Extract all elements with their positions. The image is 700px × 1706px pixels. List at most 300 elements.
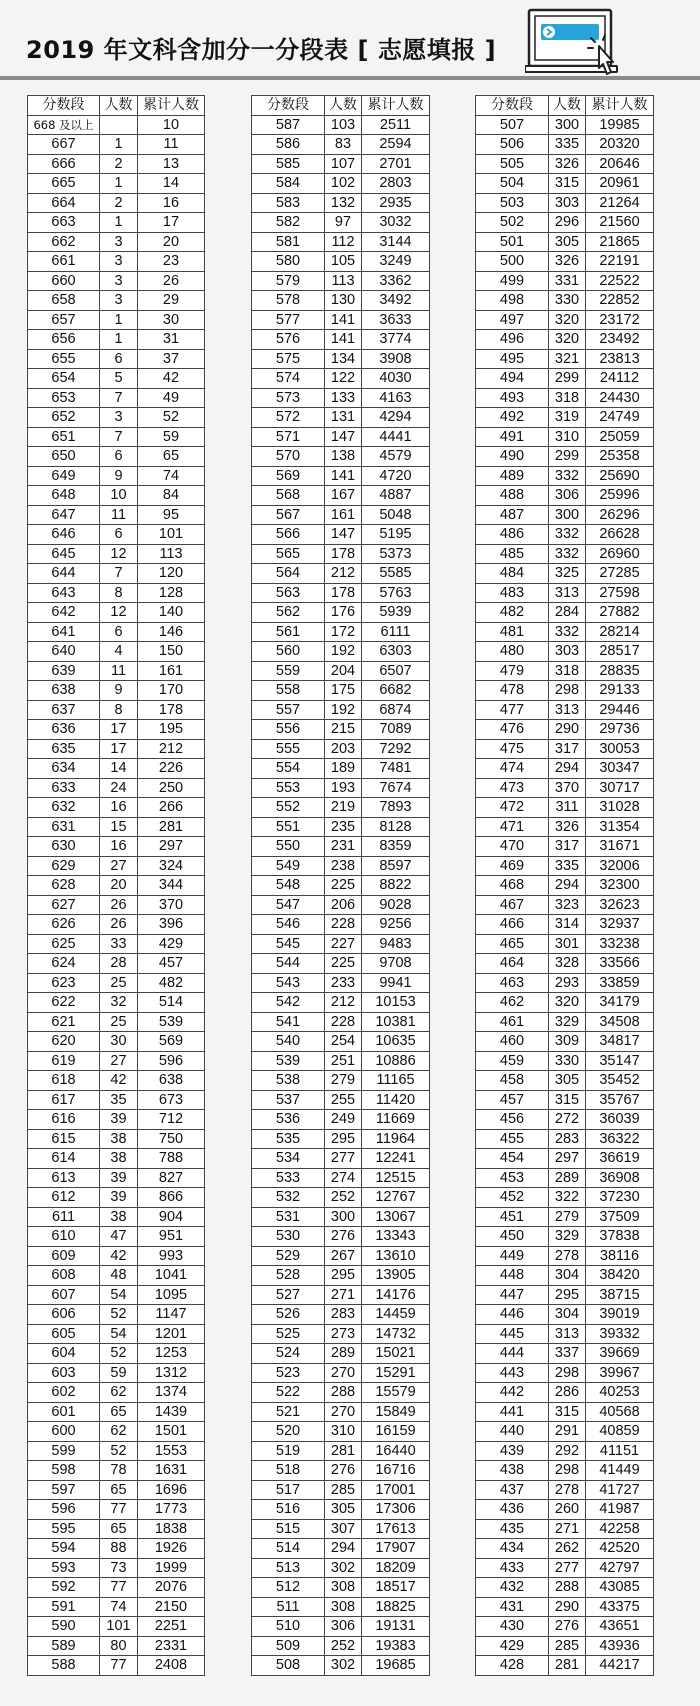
cumulative-cell: 18209: [362, 1558, 430, 1578]
count-cell: 20: [100, 876, 138, 896]
count-cell: 329: [549, 1227, 586, 1247]
score-cell: 598: [28, 1461, 100, 1481]
score-cell: 554: [252, 759, 325, 779]
cumulative-cell: 52: [138, 408, 205, 428]
cumulative-cell: 1553: [138, 1441, 205, 1461]
count-cell: 332: [549, 622, 586, 642]
table-row: [476, 1188, 654, 1208]
cumulative-cell: 42520: [586, 1539, 654, 1559]
score-cell: 477: [476, 700, 549, 720]
table-row: [476, 603, 654, 623]
table-row: [252, 856, 430, 876]
table-row: [476, 622, 654, 642]
score-cell: 535: [252, 1129, 325, 1149]
table-row: [28, 349, 205, 369]
cumulative-cell: 3032: [362, 213, 430, 233]
score-cell: 652: [28, 408, 100, 428]
cumulative-cell: 30717: [586, 778, 654, 798]
score-cell: 461: [476, 1012, 549, 1032]
cumulative-cell: 539: [138, 1012, 205, 1032]
cumulative-cell: 14459: [362, 1305, 430, 1325]
table-row: [28, 759, 205, 779]
cumulative-cell: 21865: [586, 232, 654, 252]
score-cell: 579: [252, 271, 325, 291]
table-row: [28, 310, 205, 330]
score-cell: 440: [476, 1422, 549, 1442]
count-cell: 47: [100, 1227, 138, 1247]
table-row: [28, 154, 205, 174]
count-cell: 6: [100, 622, 138, 642]
score-cell: 560: [252, 642, 325, 662]
score-cell: 586: [252, 135, 325, 155]
table-row: [28, 681, 205, 701]
table-row: [28, 1539, 205, 1559]
cumulative-cell: 27882: [586, 603, 654, 623]
count-cell: 62: [100, 1422, 138, 1442]
count-cell: 305: [325, 1500, 362, 1520]
score-table-2: [251, 95, 430, 1676]
score-cell: 597: [28, 1480, 100, 1500]
cumulative-cell: 1312: [138, 1363, 205, 1383]
score-cell: 612: [28, 1188, 100, 1208]
count-cell: 330: [549, 291, 586, 311]
count-cell: 15: [100, 817, 138, 837]
table-row: [476, 525, 654, 545]
score-cell: 473: [476, 778, 549, 798]
score-cell: 466: [476, 915, 549, 935]
table-row: [28, 642, 205, 662]
table-row: [28, 720, 205, 740]
table-row: [476, 330, 654, 350]
cumulative-cell: 22852: [586, 291, 654, 311]
count-cell: 38: [100, 1149, 138, 1169]
table-row: [28, 1500, 205, 1520]
count-cell: 231: [325, 837, 362, 857]
count-cell: 25: [100, 973, 138, 993]
score-cell: 626: [28, 915, 100, 935]
cumulative-cell: 26960: [586, 544, 654, 564]
cumulative-cell: 5585: [362, 564, 430, 584]
table-row: [252, 1500, 430, 1520]
score-cell: 584: [252, 174, 325, 194]
count-cell: 26: [100, 915, 138, 935]
table-row: [28, 1188, 205, 1208]
cumulative-cell: 32006: [586, 856, 654, 876]
table-row: [252, 1461, 430, 1481]
cumulative-cell: 30: [138, 310, 205, 330]
cumulative-cell: 146: [138, 622, 205, 642]
table-row: [28, 1129, 205, 1149]
count-cell: 315: [549, 1402, 586, 1422]
score-cell: 547: [252, 895, 325, 915]
count-cell: 309: [549, 1032, 586, 1052]
table-row: [476, 408, 654, 428]
score-cell: 543: [252, 973, 325, 993]
count-cell: 11: [100, 505, 138, 525]
score-cell: 637: [28, 700, 100, 720]
table-row: [252, 1402, 430, 1422]
cumulative-cell: 41449: [586, 1461, 654, 1481]
column-header: 分数段: [28, 96, 100, 116]
count-cell: 2: [100, 154, 138, 174]
cumulative-cell: 19985: [586, 115, 654, 135]
score-cell: 475: [476, 739, 549, 759]
table-row: [476, 271, 654, 291]
count-cell: 11: [100, 661, 138, 681]
table-row: [28, 1344, 205, 1364]
table-row: [476, 1558, 654, 1578]
cumulative-cell: 44217: [586, 1656, 654, 1676]
table-row: [476, 759, 654, 779]
table-row: [252, 1129, 430, 1149]
score-cell: 564: [252, 564, 325, 584]
table-row: [252, 759, 430, 779]
score-cell: 448: [476, 1266, 549, 1286]
count-cell: 295: [325, 1129, 362, 1149]
table-row: [252, 1383, 430, 1403]
count-cell: 33: [100, 934, 138, 954]
score-cell: 484: [476, 564, 549, 584]
score-cell: 459: [476, 1051, 549, 1071]
count-cell: 270: [325, 1363, 362, 1383]
count-cell: 233: [325, 973, 362, 993]
count-cell: 328: [549, 954, 586, 974]
cumulative-cell: 32300: [586, 876, 654, 896]
table-row: [28, 1363, 205, 1383]
count-cell: 332: [549, 525, 586, 545]
count-cell: 304: [549, 1305, 586, 1325]
score-cell: 589: [28, 1636, 100, 1656]
score-cell: 516: [252, 1500, 325, 1520]
cumulative-cell: 827: [138, 1168, 205, 1188]
cumulative-cell: 33859: [586, 973, 654, 993]
count-cell: 298: [549, 1363, 586, 1383]
count-cell: 88: [100, 1539, 138, 1559]
cumulative-cell: 482: [138, 973, 205, 993]
cumulative-cell: 10381: [362, 1012, 430, 1032]
cumulative-cell: 23172: [586, 310, 654, 330]
table-row: [252, 1168, 430, 1188]
cumulative-cell: 14176: [362, 1285, 430, 1305]
count-cell: 28: [100, 954, 138, 974]
cumulative-cell: 1926: [138, 1539, 205, 1559]
score-cell: 656: [28, 330, 100, 350]
score-cell: 613: [28, 1168, 100, 1188]
score-cell: 636: [28, 720, 100, 740]
column-header: 分数段: [252, 96, 325, 116]
count-cell: 65: [100, 1480, 138, 1500]
table-row: [476, 1266, 654, 1286]
table-row: [476, 1168, 654, 1188]
table-row: [28, 622, 205, 642]
count-cell: 329: [549, 1012, 586, 1032]
count-cell: 370: [549, 778, 586, 798]
table-row: [476, 1051, 654, 1071]
table-row: [252, 1149, 430, 1169]
cumulative-cell: 1041: [138, 1266, 205, 1286]
score-cell: 529: [252, 1246, 325, 1266]
cumulative-cell: 28517: [586, 642, 654, 662]
table-row: [28, 115, 205, 135]
cumulative-cell: 31: [138, 330, 205, 350]
cumulative-cell: 16716: [362, 1461, 430, 1481]
score-cell: 514: [252, 1539, 325, 1559]
cumulative-cell: 22191: [586, 252, 654, 272]
score-cell: 469: [476, 856, 549, 876]
count-cell: 276: [549, 1617, 586, 1637]
cumulative-cell: 37509: [586, 1207, 654, 1227]
table-row: [252, 1324, 430, 1344]
table-row: [252, 915, 430, 935]
score-cell: 513: [252, 1558, 325, 1578]
cumulative-cell: 13610: [362, 1246, 430, 1266]
count-cell: 6: [100, 349, 138, 369]
count-cell: 304: [549, 1266, 586, 1286]
score-cell: 649: [28, 466, 100, 486]
score-cell: 643: [28, 583, 100, 603]
table-row: [476, 817, 654, 837]
cumulative-cell: 20320: [586, 135, 654, 155]
count-cell: 311: [549, 798, 586, 818]
table-row: [252, 895, 430, 915]
table-row: [28, 1422, 205, 1442]
computer-click-icon: [525, 6, 645, 86]
count-cell: 302: [325, 1558, 362, 1578]
score-cell: 562: [252, 603, 325, 623]
score-cell: 523: [252, 1363, 325, 1383]
table-row: [476, 661, 654, 681]
count-cell: 313: [549, 700, 586, 720]
table-row: [476, 1344, 654, 1364]
table-row: [252, 1207, 430, 1227]
count-cell: 77: [100, 1500, 138, 1520]
cumulative-cell: 4163: [362, 388, 430, 408]
score-cell: 642: [28, 603, 100, 623]
score-table-3: [475, 95, 654, 1676]
table-row: [252, 427, 430, 447]
table-row: [252, 876, 430, 896]
cumulative-cell: 43936: [586, 1636, 654, 1656]
table-row: [28, 1636, 205, 1656]
count-cell: 281: [325, 1441, 362, 1461]
score-cell: 646: [28, 525, 100, 545]
cumulative-cell: 993: [138, 1246, 205, 1266]
score-cell: 628: [28, 876, 100, 896]
count-cell: 278: [549, 1246, 586, 1266]
score-cell: 657: [28, 310, 100, 330]
cumulative-cell: 16440: [362, 1441, 430, 1461]
count-cell: 7: [100, 388, 138, 408]
score-cell: 577: [252, 310, 325, 330]
count-cell: 147: [325, 427, 362, 447]
cumulative-cell: 39332: [586, 1324, 654, 1344]
column-header: 累计人数: [586, 96, 654, 116]
table-row: [476, 388, 654, 408]
cumulative-cell: 113: [138, 544, 205, 564]
cumulative-cell: 13067: [362, 1207, 430, 1227]
score-cell: 467: [476, 895, 549, 915]
count-cell: 42: [100, 1246, 138, 1266]
table-row: [252, 1617, 430, 1637]
table-row: [28, 817, 205, 837]
cumulative-cell: 904: [138, 1207, 205, 1227]
score-cell: 430: [476, 1617, 549, 1637]
cumulative-cell: 4030: [362, 369, 430, 389]
table-row: [252, 349, 430, 369]
cumulative-cell: 17: [138, 213, 205, 233]
table-row: [476, 1149, 654, 1169]
score-cell: 486: [476, 525, 549, 545]
cumulative-cell: 2408: [138, 1656, 205, 1676]
table-row: [252, 1636, 430, 1656]
cumulative-cell: 37230: [586, 1188, 654, 1208]
score-cell: 553: [252, 778, 325, 798]
count-cell: 161: [325, 505, 362, 525]
cumulative-cell: 170: [138, 681, 205, 701]
score-cell: 545: [252, 934, 325, 954]
table-row: [28, 1383, 205, 1403]
score-cell: 639: [28, 661, 100, 681]
score-cell: 666: [28, 154, 100, 174]
count-cell: 141: [325, 466, 362, 486]
table-header-row: [28, 96, 205, 116]
count-cell: 308: [325, 1597, 362, 1617]
table-row: [252, 252, 430, 272]
score-cell: 533: [252, 1168, 325, 1188]
score-cell: 472: [476, 798, 549, 818]
cumulative-cell: 11420: [362, 1090, 430, 1110]
cumulative-cell: 19383: [362, 1636, 430, 1656]
score-cell: 443: [476, 1363, 549, 1383]
count-cell: 134: [325, 349, 362, 369]
cumulative-cell: 12515: [362, 1168, 430, 1188]
table-row: [476, 252, 654, 272]
cumulative-cell: 31354: [586, 817, 654, 837]
count-cell: 101: [100, 1617, 138, 1637]
table-row: [476, 564, 654, 584]
table-row: [28, 193, 205, 213]
cumulative-cell: 35452: [586, 1071, 654, 1091]
score-cell: 503: [476, 193, 549, 213]
score-cell: 433: [476, 1558, 549, 1578]
score-cell: 471: [476, 817, 549, 837]
count-cell: 318: [549, 661, 586, 681]
count-cell: 3: [100, 408, 138, 428]
score-cell: 546: [252, 915, 325, 935]
cumulative-cell: 35147: [586, 1051, 654, 1071]
cumulative-cell: 65: [138, 447, 205, 467]
cumulative-cell: 25059: [586, 427, 654, 447]
score-cell: 623: [28, 973, 100, 993]
page-header: [0, 0, 700, 78]
cumulative-cell: 19131: [362, 1617, 430, 1637]
table-row: [28, 603, 205, 623]
count-cell: 252: [325, 1188, 362, 1208]
cumulative-cell: 36619: [586, 1149, 654, 1169]
count-cell: 326: [549, 154, 586, 174]
cumulative-cell: 35767: [586, 1090, 654, 1110]
table-row: [476, 1539, 654, 1559]
table-row: [28, 993, 205, 1013]
table-row: [476, 310, 654, 330]
cumulative-cell: 43085: [586, 1578, 654, 1598]
table-row: [252, 1051, 430, 1071]
count-cell: 262: [549, 1539, 586, 1559]
table-row: [476, 486, 654, 506]
score-cell: 661: [28, 252, 100, 272]
score-cell: 587: [252, 115, 325, 135]
count-cell: 325: [549, 564, 586, 584]
table-row: [476, 1578, 654, 1598]
count-cell: 320: [549, 330, 586, 350]
count-cell: 285: [549, 1636, 586, 1656]
cumulative-cell: 6507: [362, 661, 430, 681]
cumulative-cell: 6111: [362, 622, 430, 642]
cumulative-cell: 13905: [362, 1266, 430, 1286]
cumulative-cell: 5763: [362, 583, 430, 603]
table-header-row: [476, 96, 654, 116]
table-row: [28, 213, 205, 233]
score-cell: 552: [252, 798, 325, 818]
score-cell: 572: [252, 408, 325, 428]
count-cell: 8: [100, 583, 138, 603]
count-cell: 290: [549, 720, 586, 740]
count-cell: 285: [325, 1480, 362, 1500]
count-cell: 212: [325, 993, 362, 1013]
cumulative-cell: 30347: [586, 759, 654, 779]
count-cell: 292: [549, 1441, 586, 1461]
score-cell: 611: [28, 1207, 100, 1227]
count-cell: 39: [100, 1188, 138, 1208]
cumulative-cell: 32937: [586, 915, 654, 935]
count-cell: 296: [549, 213, 586, 233]
table-row: [28, 1168, 205, 1188]
cumulative-cell: 40568: [586, 1402, 654, 1422]
score-cell: 474: [476, 759, 549, 779]
count-cell: 277: [549, 1558, 586, 1578]
table-row: [28, 1519, 205, 1539]
cumulative-cell: 25996: [586, 486, 654, 506]
table-row: [252, 993, 430, 1013]
count-cell: 147: [325, 525, 362, 545]
cumulative-cell: 9028: [362, 895, 430, 915]
table-row: [476, 1032, 654, 1052]
score-cell: 645: [28, 544, 100, 564]
count-cell: 310: [549, 427, 586, 447]
score-cell: 555: [252, 739, 325, 759]
cumulative-cell: 324: [138, 856, 205, 876]
count-cell: 302: [325, 1656, 362, 1676]
score-cell: 492: [476, 408, 549, 428]
score-cell: 493: [476, 388, 549, 408]
count-cell: 298: [549, 681, 586, 701]
table-row: [476, 544, 654, 564]
cumulative-cell: 13343: [362, 1227, 430, 1247]
table-row: [476, 1500, 654, 1520]
table-row: [28, 1051, 205, 1071]
score-cell: 615: [28, 1129, 100, 1149]
score-cell: 668 及以上: [28, 115, 100, 135]
score-cell: 455: [476, 1129, 549, 1149]
score-cell: 542: [252, 993, 325, 1013]
cumulative-cell: 2076: [138, 1578, 205, 1598]
cumulative-cell: 20: [138, 232, 205, 252]
count-cell: 62: [100, 1383, 138, 1403]
table-row: [252, 505, 430, 525]
count-cell: 314: [549, 915, 586, 935]
count-cell: 278: [549, 1480, 586, 1500]
score-cell: 478: [476, 681, 549, 701]
